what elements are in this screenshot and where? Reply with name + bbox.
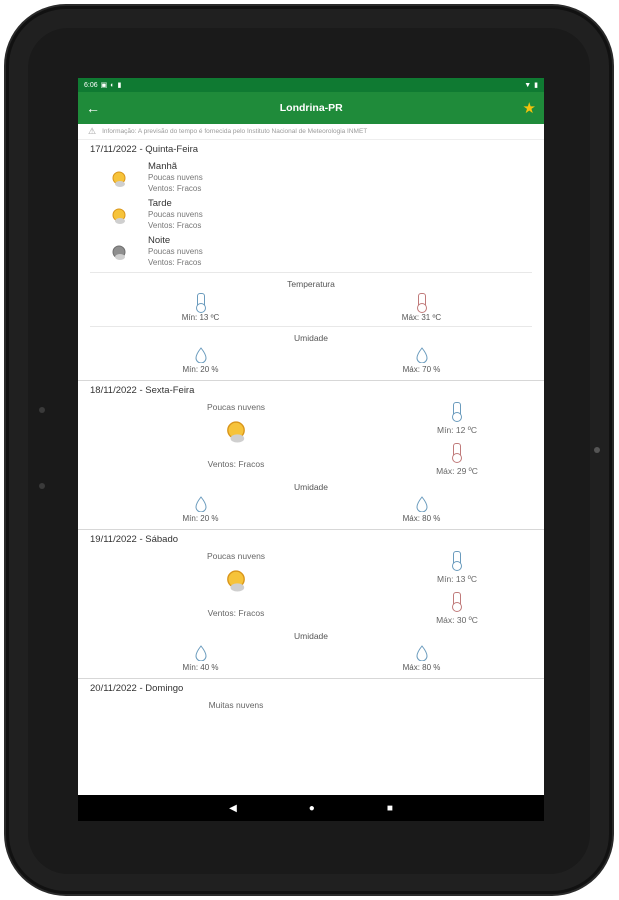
navigation-bar bbox=[78, 795, 544, 821]
period-condition: Poucas nuvens bbox=[148, 247, 203, 256]
camera-dot bbox=[594, 447, 600, 453]
back-arrow-icon[interactable]: ← bbox=[86, 100, 100, 116]
day-divider bbox=[78, 380, 544, 381]
day-card bbox=[78, 683, 544, 710]
day-card bbox=[78, 144, 544, 374]
period-row bbox=[90, 235, 532, 268]
humidity-row bbox=[90, 496, 532, 523]
home-nav-icon[interactable]: ● bbox=[308, 802, 315, 814]
period-label: Noite bbox=[148, 235, 171, 246]
period-condition: Poucas nuvens bbox=[148, 210, 203, 219]
humidity-label: Umidade bbox=[293, 482, 329, 492]
divider bbox=[90, 272, 532, 273]
thermometer-hot-icon bbox=[453, 592, 461, 610]
sun-cloud-icon bbox=[90, 161, 148, 191]
day-wind: Ventos: Fracos bbox=[207, 608, 265, 618]
temp-max: Máx: 29 ºC bbox=[436, 466, 478, 476]
temperature-row bbox=[90, 293, 532, 322]
period-row bbox=[90, 198, 532, 231]
day-divider bbox=[78, 678, 544, 679]
battery-icon: ▮ bbox=[534, 82, 538, 89]
screen bbox=[78, 78, 544, 821]
period-wind: Ventos: Fracos bbox=[148, 258, 202, 267]
sun-cloud-icon bbox=[90, 198, 148, 228]
humidity-min: Mín: 20 % bbox=[182, 514, 219, 523]
day-title: 17/11/2022 - Quinta-Feira bbox=[90, 144, 199, 155]
notif-icon: ▣ bbox=[100, 82, 108, 89]
humidity-icon bbox=[415, 496, 429, 512]
clipboard-icon: ▮ bbox=[117, 82, 122, 89]
sun-cloud-icon bbox=[90, 418, 382, 453]
day-card bbox=[78, 534, 544, 672]
temp-max: Máx: 30 ºC bbox=[436, 615, 478, 625]
temp-max: Máx: 31 ºC bbox=[401, 313, 442, 322]
period-condition: Poucas nuvens bbox=[148, 173, 203, 182]
warning-icon: ⚠ bbox=[88, 126, 97, 136]
back-nav-icon[interactable]: ◀ bbox=[229, 802, 237, 814]
day-card bbox=[78, 385, 544, 523]
app-bar bbox=[78, 92, 544, 124]
humidity-row bbox=[90, 347, 532, 374]
humidity-max: Máx: 80 % bbox=[402, 514, 441, 523]
humidity-icon bbox=[194, 347, 208, 363]
thermometer-cold-icon bbox=[453, 551, 461, 569]
day-title: 20/11/2022 - Domingo bbox=[90, 683, 184, 694]
humidity-icon bbox=[194, 645, 208, 661]
wifi-icon: ▼ bbox=[524, 81, 532, 89]
status-bar bbox=[78, 78, 544, 92]
humidity-row bbox=[90, 645, 532, 672]
temp-min: Mín: 12 ºC bbox=[437, 425, 477, 435]
thermometer-hot-icon bbox=[453, 443, 461, 461]
humidity-icon bbox=[415, 347, 429, 363]
humidity-label: Umidade bbox=[293, 631, 329, 641]
period-label: Tarde bbox=[148, 198, 172, 209]
sync-icon: ◐ bbox=[110, 81, 115, 89]
temp-min: Mín: 13 ºC bbox=[437, 574, 477, 584]
thermometer-hot-icon bbox=[418, 293, 426, 311]
status-time: 6:06 bbox=[84, 81, 98, 89]
page-title: Londrina-PR bbox=[279, 102, 343, 114]
period-row bbox=[90, 161, 532, 194]
humidity-max: Máx: 70 % bbox=[402, 365, 441, 374]
day-title: 18/11/2022 - Sexta-Feira bbox=[90, 385, 195, 396]
day-wind: Ventos: Fracos bbox=[207, 459, 265, 469]
info-text: Informação: A previsão do tempo é fornecida pelo Instituto Nacional de Meteorologia INMET bbox=[102, 128, 368, 135]
humidity-icon bbox=[194, 496, 208, 512]
side-dot bbox=[39, 407, 45, 413]
humidity-min: Mín: 20 % bbox=[182, 365, 219, 374]
thermometer-cold-icon bbox=[453, 402, 461, 420]
period-wind: Ventos: Fracos bbox=[148, 184, 202, 193]
thermometer-cold-icon bbox=[197, 293, 205, 311]
period-wind: Ventos: Fracos bbox=[148, 221, 202, 230]
humidity-icon bbox=[415, 645, 429, 661]
favorite-star-icon[interactable]: ★ bbox=[522, 100, 536, 117]
day-condition: Poucas nuvens bbox=[206, 551, 266, 561]
day-condition: Poucas nuvens bbox=[206, 402, 266, 412]
temp-min: Mín: 13 ºC bbox=[181, 313, 220, 322]
temperature-label: Temperatura bbox=[287, 279, 335, 289]
info-banner bbox=[78, 124, 544, 140]
recents-nav-icon[interactable]: ■ bbox=[386, 802, 393, 814]
humidity-max: Máx: 80 % bbox=[402, 663, 441, 672]
period-label: Manhã bbox=[148, 161, 178, 172]
sun-cloud-icon bbox=[90, 567, 382, 602]
day-divider bbox=[78, 529, 544, 530]
humidity-label: Umidade bbox=[293, 333, 329, 343]
day-title: 19/11/2022 - Sábado bbox=[90, 534, 179, 545]
humidity-min: Mín: 40 % bbox=[182, 663, 219, 672]
moon-cloud-icon bbox=[90, 235, 148, 263]
divider bbox=[90, 326, 532, 327]
side-dot bbox=[39, 483, 45, 489]
day-condition: Muitas nuvens bbox=[208, 700, 264, 710]
